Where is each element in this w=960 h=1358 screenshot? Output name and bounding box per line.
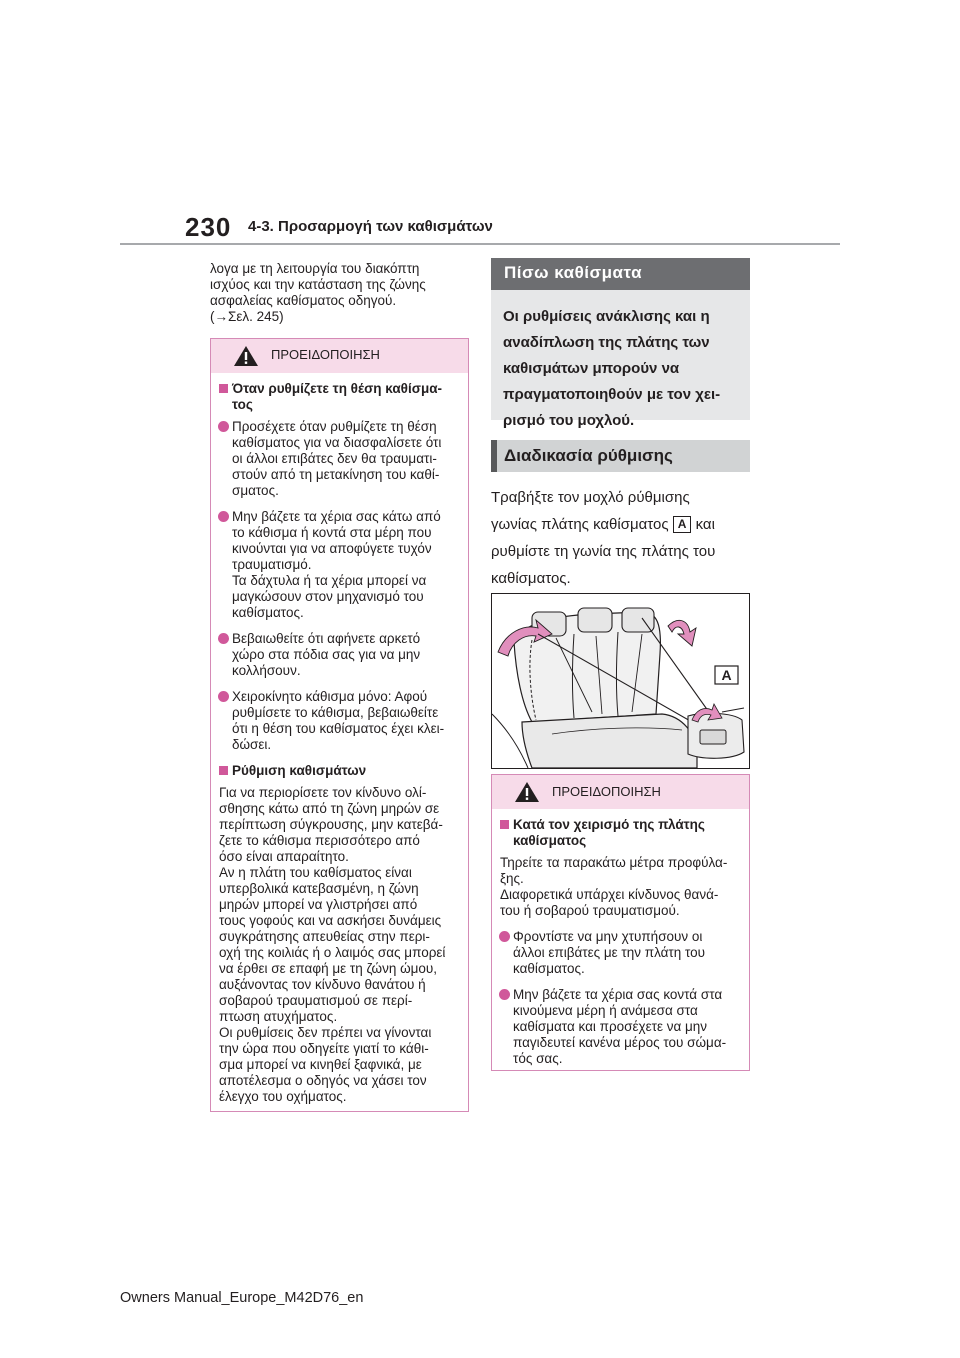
square-bullet-icon — [219, 384, 228, 393]
warning-item-text: Προσέχετε όταν ρυθμίζετε τη θέση καθίσματος για να διασφαλίσετε ότι οι άλλοι επιβάτες δεν θα τραυματι- στούν από τη μετακίνηση του καθί- σματος. — [232, 419, 442, 498]
warning-label: ΠΡΟΕΙΔΟΠΟΙΗΣΗ — [271, 347, 380, 362]
warning-paragraph: Τηρείτε τα παρακάτω μέτρα προφύλα- ξης. Διαφορετικά υπάρχει κίνδυνος θανά- του ή σοβαρού τραυματισμού. — [500, 855, 728, 918]
warning-triangle-icon — [233, 345, 259, 367]
warning-item-text: Φροντίστε να μην χτυπήσουν οι άλλοι επιβάτες με την πλάτη του καθίσματος. — [513, 929, 706, 976]
procedure-text — [491, 484, 761, 592]
warning-box-seat-adjustment — [210, 338, 469, 1112]
warning-list-item — [219, 689, 458, 753]
warning-triangle-icon — [514, 781, 540, 803]
procedure-line-text: και — [695, 516, 715, 533]
warning-label: ΠΡΟΕΙΔΟΠΟΙΗΣΗ — [552, 784, 661, 799]
warning-list-item — [500, 987, 739, 1067]
warning-item-text: Χειροκίνητο κάθισμα μόνο: Αφού ρυθμίσετε το κάθισμα, βεβαιωθείτε ότι η θέση του καθίσματος έχει κλει- δώσει. — [232, 689, 445, 752]
warning-item-text: Μην βάζετε τα χέρια σας κοντά στα κινούμενα μέρη ή ανάμεσα στα καθίσματα και προσέχετε να μην παγιδευτεί κανένα μέρος του σώμα- τός σας. — [513, 987, 727, 1066]
warning-list-item — [500, 929, 739, 977]
warning-subheading — [219, 763, 458, 779]
page-number: 230 — [185, 212, 232, 242]
warning-subheading — [219, 381, 458, 413]
procedure-line-text: γωνίας πλάτης καθίσματος — [491, 516, 669, 533]
round-bullet-icon — [218, 511, 229, 522]
procedure-line: καθίσματος. — [491, 570, 571, 587]
warning-header — [492, 775, 749, 809]
subheading-text: Κατά τον χειρισμό της πλάτης καθίσματος — [513, 817, 705, 848]
rear-seat-drawing — [492, 594, 749, 768]
subheading-text: Όταν ρυθμίζετε τη θέση καθίσμα- τος — [232, 381, 443, 412]
warning-box-seatback — [491, 774, 750, 1071]
square-bullet-icon — [219, 766, 228, 775]
square-bullet-icon — [500, 820, 509, 829]
warning-list-item — [219, 419, 458, 499]
warning-header — [211, 339, 468, 373]
header-divider — [120, 243, 840, 245]
warning-paragraph: Για να περιορίσετε τον κίνδυνο ολί- σθησης κάτω από τη ζώνη μηρών σε περίπτωση σύγκρουσης, μην κατεβά- ζετε το κάθισμα περισσότερο από όσο είναι απαραίτητο. Αν η πλάτη του καθίσματος είναι υπερβολικά κατεβασμένη, η ζώνη μηρών μπορεί να γλιστρήσει από τους γοφούς και να ασκήσει δυνάμεις συγκράτησης απευθείας στην περι- οχή της κοιλιάς ή ο λαιμός σας μπορεί να έρθει σε επαφή με τη ζώνη ώμου, αυξάνοντας τον κίνδυνο θανάτου ή σοβαρού τραυματισμού σε περί- πτωση ατυχήματος. Οι ρυθμίσεις δεν πρέπει να γίνονται την ώρα που οδηγείτε γιατί το κάθι- σμα μπορεί να κινηθεί ξαφνικά, με αποτέλεσμα ο οδηγός να χάσει τον έλεγχο του οχήματος. — [219, 785, 446, 1104]
lever-reference-badge: A — [673, 516, 692, 533]
round-bullet-icon — [499, 931, 510, 942]
round-bullet-icon — [218, 421, 229, 432]
round-bullet-icon — [218, 633, 229, 644]
procedure-line-with-ref — [491, 511, 761, 538]
warning-list-item — [219, 631, 458, 679]
section-title: 4-3. Προσαρμογή των καθισμάτων — [248, 218, 493, 235]
callout-label: A — [721, 667, 732, 683]
warning-item-text: Βεβαιωθείτε ότι αφήνετε αρκετό χώρο στα πόδια σας για να μην κολλήσουν. — [232, 631, 421, 678]
warning-list-item — [219, 509, 458, 621]
subheading-text: Ρύθμιση καθισμάτων — [232, 763, 367, 778]
footer-text: Owners Manual_Europe_M42D76_en — [120, 1290, 364, 1306]
procedure-header — [491, 440, 750, 472]
warning-subheading — [500, 817, 739, 849]
procedure-title: Διαδικασία ρύθμισης — [504, 446, 673, 465]
rear-seat-illustration — [491, 593, 750, 769]
round-bullet-icon — [499, 989, 510, 1000]
intro-paragraph: λογα με τη λειτουργία του διακόπτη ισχύος και την κατάσταση της ζώνης ασφαλείας καθίσματος οδηγού. (→Σελ. 245) — [210, 261, 426, 324]
round-bullet-icon — [218, 691, 229, 702]
procedure-header-bar — [491, 440, 497, 472]
procedure-line: ρυθμίστε τη γωνία της πλάτης του — [491, 543, 716, 560]
warning-item-text: Μην βάζετε τα χέρια σας κάτω από το κάθισμα ή κοντά στα μέρη που κινούνται για να αποφύγετε τυχόν τραυματισμό. Τα δάχτυλα ή τα χέρια μπορεί να μαγκώσουν στον μηχανισμό του καθίσματος. — [232, 509, 441, 620]
rear-seats-header — [491, 258, 750, 290]
rear-seats-title: Πίσω καθίσματα — [504, 263, 643, 282]
rear-seats-description: Οι ρυθμίσεις ανάκλισης και η αναδίπλωση της πλάτης των καθισμάτων μπορούν να πραγματοποιηθούν με τον χει- ρισμό του μοχλού. — [491, 290, 750, 420]
procedure-line: Τραβήξτε τον μοχλό ρύθμισης — [491, 489, 690, 506]
